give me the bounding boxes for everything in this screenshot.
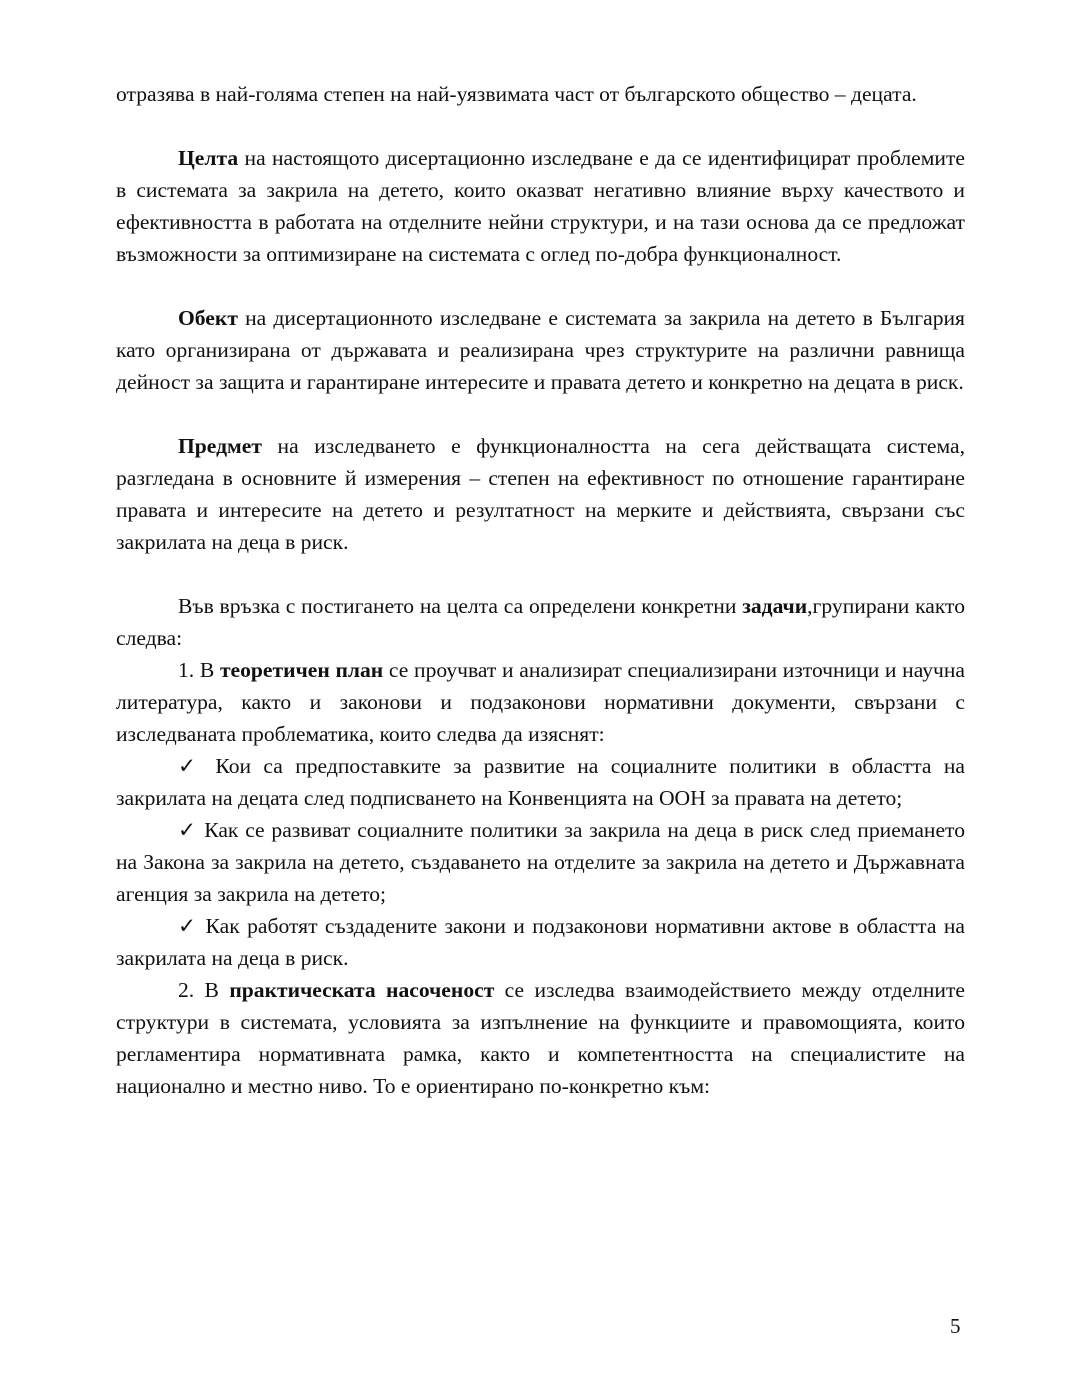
document-body — [116, 78, 965, 1102]
goal-term: Целта — [178, 146, 239, 170]
subject-term: Предмет — [178, 434, 262, 458]
tasks-paragraph — [116, 590, 965, 654]
object-text: на дисертационното изследване е системата за закрила на детето в България като организирана от държавата и реализирана чрез структурите на различни равнища дейност за защита и гарантиране интересите и правата детето и конкретно на децата в риск. — [116, 306, 965, 394]
intro-paragraph: отразява в най-голяма степен на най-уязвимата част от българското общество – децата. — [116, 82, 917, 106]
check-item-3: ✓ Как работят създадените закони и подзаконови нормативни актове в областта на закрилата на деца в риск. — [116, 914, 965, 970]
theory-item-text: се проучват и анализират специализирани източници и научна литература, както и законови и подзаконови нормативни документи, свързани с изследваната проблематика, които следва да изяснят: — [116, 658, 966, 746]
object-term: Обект — [178, 306, 238, 330]
object-paragraph — [116, 302, 965, 398]
practice-item — [116, 974, 965, 1102]
tasks-tail: ,групирани както следва: — [116, 594, 965, 650]
theory-item-term: теоретичен план — [219, 658, 384, 682]
check-item-1: ✓ Кои са предпоставките за развитие на социалните политики в областта на закрилата на децата след подписването на Конвенцията на ООН за правата на детето; — [116, 754, 965, 810]
goal-text: на настоящото дисертационно изследване е да се идентифицират проблемите в системата за закрила на детето, които оказват негативно влияние върху качеството и ефективността в работата на отделните нейни структури, и на тази основа да се предложат възможности за оптимизиране на системата с оглед по-добра функционалност. — [116, 146, 965, 266]
tasks-term: задачи — [742, 594, 808, 618]
page-number: 5 — [950, 1314, 961, 1338]
subject-text: на изследването е функционалността на сега действащата система, разгледана в основните й измерения – степен на ефективност по отношение гарантиране правата и интересите на детето и резултатност на мерките и действията, свързани със закрилата на деца в риск. — [116, 434, 965, 554]
theory-item — [116, 654, 965, 750]
practice-item-text: се изследва взаимодействието между отделните структури в системата, условията за изпълнение на функциите и правомощията, които регламентира нормативната рамка, както и компетентността на специалистите на национално и местно ниво. То е ориентирано по-конкретно към: — [116, 978, 965, 1098]
practice-item-prefix: 2. В — [178, 978, 230, 1002]
goal-paragraph — [116, 142, 965, 270]
theory-item-prefix: 1. В — [178, 658, 220, 682]
check-item-2: ✓ Как се развиват социалните политики за закрила на деца в риск след приемането на Закона за закрила на детето, създаването на отделите за закрила на детето и Държавната агенция за закрила на детето; — [116, 818, 965, 906]
tasks-lead: Във връзка с постигането на целта са определени конкретни — [178, 594, 743, 618]
practice-item-term: практическата насоченост — [229, 978, 495, 1002]
subject-paragraph — [116, 430, 965, 558]
